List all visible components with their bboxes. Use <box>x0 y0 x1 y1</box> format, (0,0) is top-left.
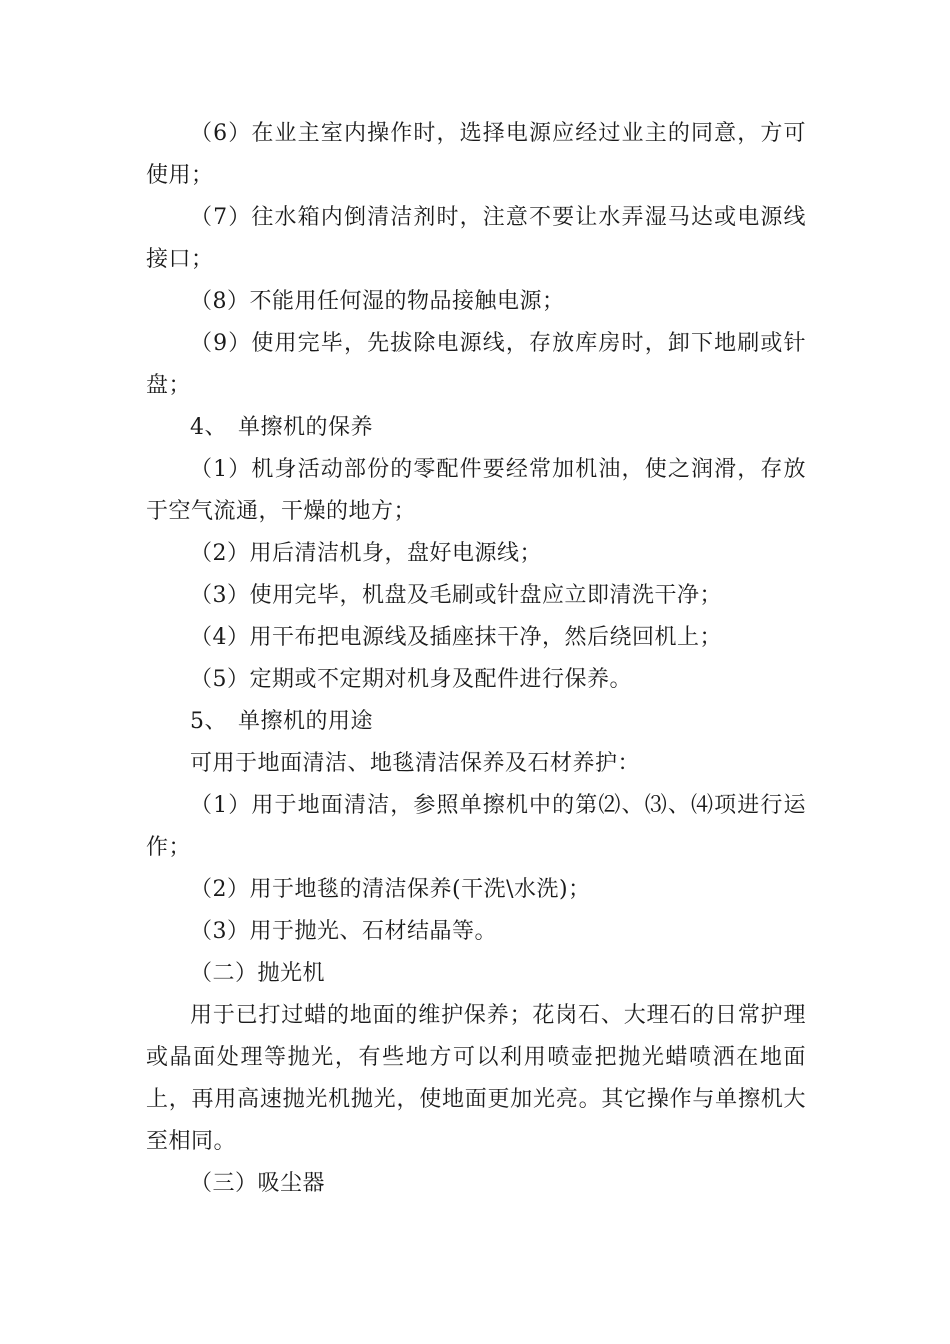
section-number: 5、 <box>190 709 227 734</box>
maintenance-item-1: （1）机身活动部份的零配件要经常加机油，使之润滑，存放于空气流通，干燥的地方； <box>146 457 806 524</box>
usage-item-1: （1）用于地面清洁，参照单擦机中的第⑵、⑶、⑷项进行运作； <box>146 793 806 860</box>
maintenance-item-2: （2）用后清洁机身，盘好电源线； <box>190 541 542 566</box>
document-body <box>146 113 806 1205</box>
maintenance-item-4: （4）用干布把电源线及插座抹干净，然后绕回机上； <box>190 625 722 650</box>
polisher-description: 用于已打过蜡的地面的维护保养；花岗石、大理石的日常护理或晶面处理等抛光，有些地方可以利用喷壶把抛光蜡喷洒在地面上，再用高速抛光机抛光，使地面更加光亮。其它操作与单擦机大至相同。 <box>146 1003 806 1154</box>
section-number: 4、 <box>190 415 227 440</box>
section-heading-usage <box>146 701 806 743</box>
paragraph-item-6: （6）在业主室内操作时，选择电源应经过业主的同意，方可使用； <box>146 121 806 188</box>
paragraph-item-9: （9）使用完毕，先拔除电源线，存放库房时，卸下地刷或针盘； <box>146 331 806 398</box>
section-heading-maintenance <box>146 407 806 449</box>
paragraph-item-7: （7）往水箱内倒清洁剂时，注意不要让水弄湿马达或电源线接口； <box>146 205 806 272</box>
usage-intro: 可用于地面清洁、地毯清洁保养及石材养护： <box>190 751 641 776</box>
maintenance-item-5: （5）定期或不定期对机身及配件进行保养。 <box>190 667 632 692</box>
usage-item-3: （3）用于抛光、石材结晶等。 <box>190 919 497 944</box>
section-title: 单擦机的保养 <box>238 415 374 440</box>
maintenance-item-3: （3）使用完毕，机盘及毛刷或针盘应立即清洗干净； <box>190 583 722 608</box>
usage-item-2: （2）用于地毯的清洁保养(干洗\水洗)； <box>190 877 591 902</box>
subsection-heading-vacuum: （三）吸尘器 <box>190 1171 326 1196</box>
section-title: 单擦机的用途 <box>238 709 374 734</box>
subsection-heading-polisher: （二）抛光机 <box>190 961 326 986</box>
paragraph-item-8: （8）不能用任何湿的物品接触电源； <box>190 289 565 314</box>
